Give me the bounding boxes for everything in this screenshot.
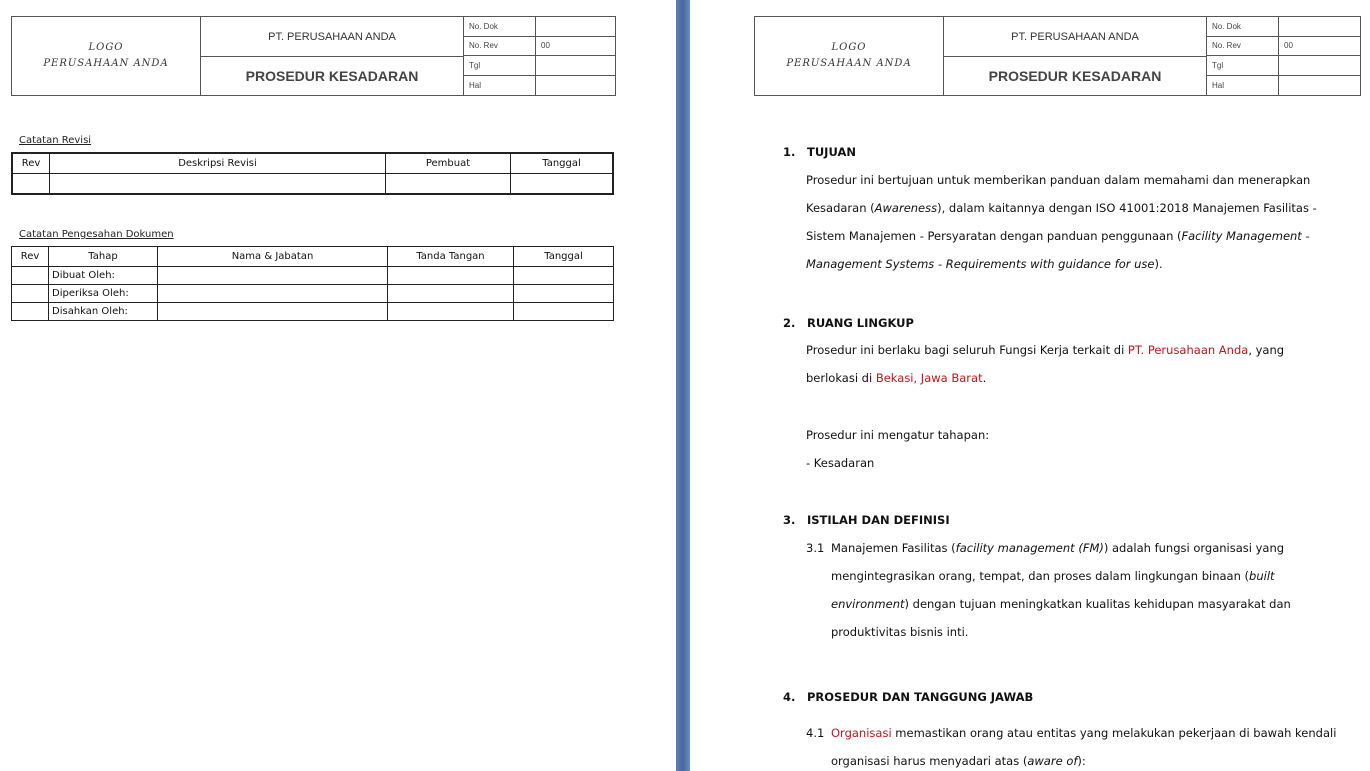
- right-page: [690, 0, 1370, 771]
- text-line: Manajemen Fasilitas (: [831, 541, 956, 555]
- approval-table: [11, 246, 614, 321]
- document-meta: [464, 17, 615, 95]
- meta-label: No. Dok: [464, 17, 536, 37]
- revision-table: [11, 152, 614, 195]
- logo-text: LOGO: [831, 42, 867, 53]
- meta-label: Hal: [464, 76, 536, 96]
- document-title: PROSEDUR KESADARAN: [245, 68, 419, 84]
- col-header: Tanda Tangan: [388, 247, 514, 267]
- col-header: Pembuat: [386, 153, 511, 174]
- col-header: Tanggal: [514, 247, 614, 267]
- meta-label: Tgl: [1207, 56, 1279, 76]
- procedure-item: [806, 719, 1346, 771]
- text-line: , yang: [1248, 343, 1285, 357]
- text-line: memastikan orang atau entitas yang melakukan pekerjaan di bawah kendali: [891, 726, 1337, 740]
- item-number: 4.1: [806, 726, 825, 740]
- text-emphasis: environment: [831, 597, 905, 611]
- section-heading: [783, 145, 856, 159]
- col-header: Tahap: [49, 247, 158, 267]
- section-paragraph: [806, 166, 1346, 278]
- meta-value: [536, 56, 615, 76]
- col-header: Tanggal: [511, 153, 614, 174]
- left-page: [0, 0, 676, 771]
- document-title: PROSEDUR KESADARAN: [988, 68, 1162, 84]
- meta-value: 00: [1279, 37, 1360, 57]
- text-line: mengintegrasikan orang, tempat, dan proses dalam lingkungan binaan (: [831, 569, 1250, 583]
- text-line: Prosedur ini berlaku bagi seluruh Fungsi Kerja terkait di: [806, 343, 1128, 357]
- company-logo: [755, 17, 944, 95]
- table-row: [12, 285, 614, 303]
- section-title: TUJUAN: [807, 145, 856, 159]
- meta-label: No. Rev: [1207, 37, 1279, 57]
- company-logo: [12, 17, 201, 95]
- company-name: PT. PERUSAHAAN ANDA: [944, 17, 1206, 57]
- text-line: ):: [1077, 754, 1086, 768]
- text-line: Prosedur ini mengatur tahapan:: [806, 428, 990, 442]
- text-indent: [806, 590, 1346, 618]
- col-header: Rev: [12, 153, 50, 174]
- section-number: 2.: [783, 316, 796, 330]
- stage-cell: Disahkan Oleh:: [49, 303, 158, 321]
- text-line: produktivitas bisnis inti.: [831, 625, 969, 639]
- meta-value: [1279, 17, 1360, 37]
- section-number: 1.: [783, 145, 796, 159]
- section-heading: [783, 690, 1033, 704]
- table-row: [12, 267, 614, 285]
- table-row: [12, 174, 613, 195]
- col-header: Rev: [12, 247, 49, 267]
- approval-label: Catatan Pengesahan Dokumen: [19, 229, 174, 240]
- section-number: 3.: [783, 513, 796, 527]
- text-emphasis: Management Systems - Requirements with guidance for use: [806, 257, 1155, 271]
- item-number: 3.1: [806, 541, 825, 555]
- text-line: Sistem Manajemen - Persyaratan dengan panduan penggunaan (: [806, 229, 1182, 243]
- page-divider: [676, 0, 690, 771]
- table-row: [12, 303, 614, 321]
- location-placeholder: Bekasi, Jawa Barat: [875, 371, 983, 385]
- text-indent: [806, 562, 1346, 590]
- company-name: PT. PERUSAHAAN ANDA: [201, 17, 463, 57]
- text-emphasis: built: [1249, 569, 1275, 583]
- text-emphasis: aware of: [1027, 754, 1078, 768]
- stage-cell: Diperiksa Oleh:: [49, 285, 158, 303]
- org-placeholder: Organisasi: [831, 726, 892, 740]
- text-emphasis: Facility Management -: [1181, 229, 1310, 243]
- text-indent: [806, 618, 1346, 646]
- list-item: - Kesadaran: [806, 456, 875, 470]
- meta-label: Hal: [1207, 76, 1279, 96]
- meta-value: 00: [536, 37, 615, 57]
- section-paragraph: [806, 421, 1346, 477]
- document-meta: [1207, 17, 1360, 95]
- document-header: [11, 16, 616, 96]
- text-line: ) dengan tujuan meningkatkan kualitas kehidupan masyarakat dan: [904, 597, 1291, 611]
- text-emphasis: Awareness: [874, 201, 938, 215]
- company-placeholder: PT. Perusahaan Anda: [1127, 343, 1249, 357]
- logo-text: LOGO: [88, 42, 124, 53]
- meta-value: [1279, 76, 1360, 96]
- text-line: Prosedur ini bertujuan untuk memberikan panduan dalam memahami dan menerapkan: [806, 173, 1311, 187]
- col-header: Nama & Jabatan: [158, 247, 388, 267]
- logo-subtext: PERUSAHAAN ANDA: [786, 58, 912, 69]
- meta-value: [536, 17, 615, 37]
- text-line: Kesadaran (: [806, 201, 875, 215]
- section-heading: [783, 513, 950, 527]
- section-title: PROSEDUR DAN TANGGUNG JAWAB: [807, 690, 1034, 704]
- section-heading: [783, 316, 914, 330]
- meta-value: [536, 76, 615, 96]
- section-number: 4.: [783, 690, 796, 704]
- text-line: ) adalah fungsi organisasi yang: [1103, 541, 1285, 555]
- meta-label: No. Dok: [1207, 17, 1279, 37]
- meta-label: No. Rev: [464, 37, 536, 57]
- logo-subtext: PERUSAHAAN ANDA: [43, 58, 169, 69]
- section-title: ISTILAH DAN DEFINISI: [807, 513, 950, 527]
- text-line: berlokasi di: [806, 371, 876, 385]
- document-header: [754, 16, 1361, 96]
- meta-value: [1279, 56, 1360, 76]
- text-indent: [806, 747, 1346, 771]
- section-paragraph: [806, 336, 1346, 392]
- text-line: organisasi harus menyadari atas (: [831, 754, 1028, 768]
- text-line: ), dalam kaitannya dengan ISO 41001:2018 Manajemen Fasilitas -: [937, 201, 1317, 215]
- text-line: .: [982, 371, 987, 385]
- revision-label: Catatan Revisi: [19, 135, 92, 146]
- definition-item: [806, 534, 1346, 646]
- section-title: RUANG LINGKUP: [807, 316, 914, 330]
- text-line: ).: [1154, 257, 1163, 271]
- stage-cell: Dibuat Oleh:: [49, 267, 158, 285]
- text-emphasis: facility management (FM): [955, 541, 1104, 555]
- col-header: Deskripsi Revisi: [50, 153, 386, 174]
- meta-label: Tgl: [464, 56, 536, 76]
